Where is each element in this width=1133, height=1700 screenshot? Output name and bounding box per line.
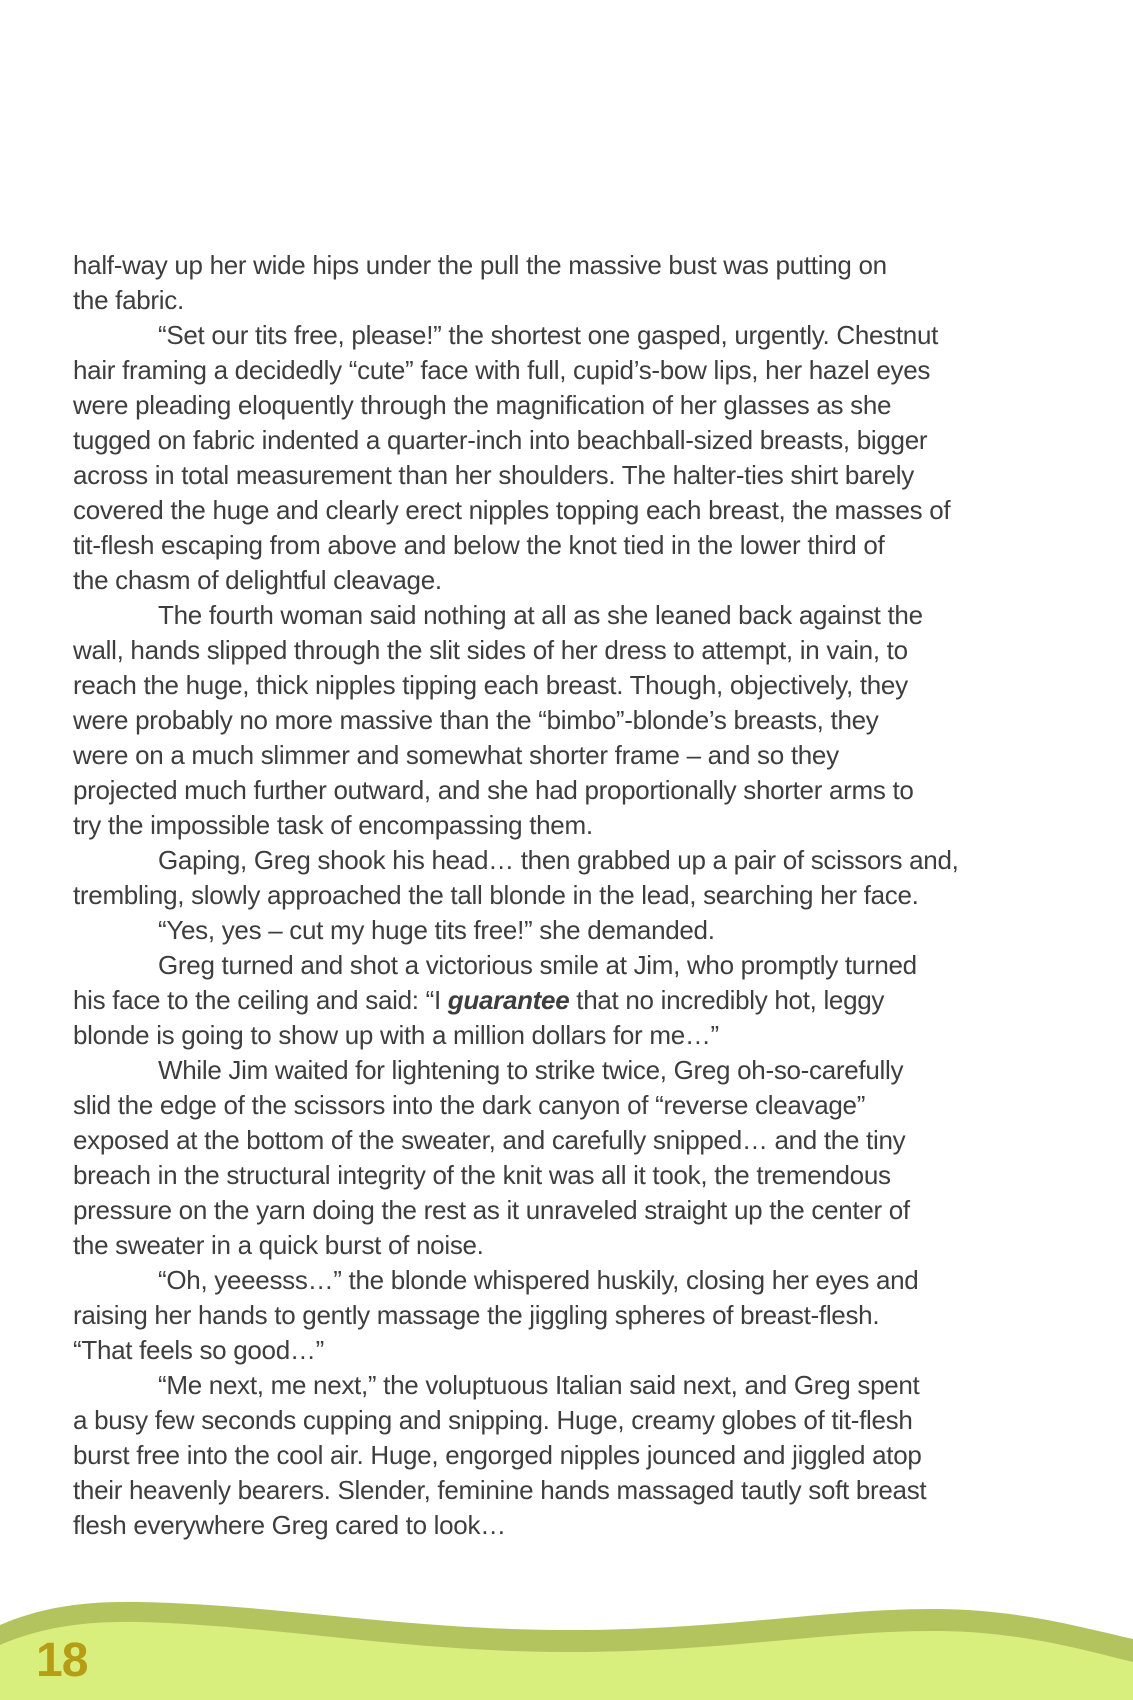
text-segment: flesh everywhere Greg cared to look…: [73, 1510, 506, 1540]
text-line: [73, 1053, 978, 1088]
text-line: [73, 703, 978, 738]
text-line: [73, 633, 978, 668]
text-segment: reach the huge, thick nipples tipping each breast. Though, objectively, they: [73, 670, 908, 700]
text-segment: slid the edge of the scissors into the dark canyon of “reverse cleavage”: [73, 1090, 866, 1120]
text-segment: were probably no more massive than the “bimbo”-blonde’s breasts, they: [73, 705, 879, 735]
text-segment: wall, hands slipped through the slit sides of her dress to attempt, in vain, to: [73, 635, 908, 665]
text-segment: their heavenly bearers. Slender, feminine hands massaged tautly soft breast: [73, 1475, 927, 1505]
text-segment: breach in the structural integrity of the knit was all it took, the tremendous: [73, 1160, 891, 1190]
text-segment: that no incredibly hot, leggy: [569, 985, 885, 1015]
text-line: [73, 1333, 978, 1368]
text-line: [73, 1368, 978, 1403]
text-segment: raising her hands to gently massage the jiggling spheres of breast-flesh.: [73, 1300, 880, 1330]
text-segment: were pleading eloquently through the magnification of her glasses as she: [73, 390, 892, 420]
text-line: [73, 458, 978, 493]
text-line: [73, 318, 978, 353]
text-segment: hair framing a decidedly “cute” face with full, cupid’s-bow lips, her hazel eyes: [73, 355, 931, 385]
text-segment: covered the huge and clearly erect nipples topping each breast, the masses of: [73, 495, 951, 525]
text-segment: The fourth woman said nothing at all as she leaned back against the: [158, 600, 923, 630]
text-segment: tugged on fabric indented a quarter-inch into beachball-sized breasts, bigger: [73, 425, 928, 455]
text-line: [73, 913, 978, 948]
text-line: [73, 1438, 978, 1473]
text-segment: “Oh, yeeesss…” the blonde whispered huskily, closing her eyes and: [158, 1265, 919, 1295]
emphasized-text: guarantee: [447, 985, 570, 1015]
page-footer: [0, 1575, 1133, 1700]
text-line: [73, 1473, 978, 1508]
text-line: [73, 1123, 978, 1158]
text-segment: across in total measurement than her shoulders. The halter-ties shirt barely: [73, 460, 914, 490]
text-line: [73, 283, 978, 318]
text-line: [73, 598, 978, 633]
text-segment: the sweater in a quick burst of noise.: [73, 1230, 484, 1260]
text-line: [73, 423, 978, 458]
text-segment: pressure on the yarn doing the rest as it unraveled straight up the center of: [73, 1195, 910, 1225]
text-line: [73, 948, 978, 983]
text-line: [73, 1018, 978, 1053]
text-segment: half-way up her wide hips under the pull the massive bust was putting on: [73, 250, 887, 280]
text-segment: burst free into the cool air. Huge, engorged nipples jounced and jiggled atop: [73, 1440, 922, 1470]
text-line: [73, 738, 978, 773]
text-segment: “That feels so good…”: [73, 1335, 324, 1365]
text-line: [73, 493, 978, 528]
text-line: [73, 1193, 978, 1228]
text-line: [73, 843, 978, 878]
text-segment: trembling, slowly approached the tall blonde in the lead, searching her face.: [73, 880, 919, 910]
text-line: [73, 983, 978, 1018]
text-segment: the chasm of delightful cleavage.: [73, 565, 442, 595]
text-line: [73, 1403, 978, 1438]
text-line: [73, 808, 978, 843]
text-segment: exposed at the bottom of the sweater, and carefully snipped… and the tiny: [73, 1125, 906, 1155]
text-segment: blonde is going to show up with a million dollars for me…”: [73, 1020, 719, 1050]
text-segment: a busy few seconds cupping and snipping. Huge, creamy globes of tit-flesh: [73, 1405, 913, 1435]
text-line: [73, 668, 978, 703]
text-line: [73, 1228, 978, 1263]
text-line: [73, 1158, 978, 1193]
footer-wave-graphic: [0, 1575, 1133, 1700]
text-segment: Gaping, Greg shook his head… then grabbed up a pair of scissors and,: [158, 845, 959, 875]
text-segment: projected much further outward, and she had proportionally shorter arms to: [73, 775, 914, 805]
text-line: [73, 1088, 978, 1123]
text-line: [73, 1263, 978, 1298]
text-line: [73, 353, 978, 388]
text-segment: “Yes, yes – cut my huge tits free!” she demanded.: [158, 915, 715, 945]
text-segment: were on a much slimmer and somewhat shorter frame – and so they: [73, 740, 839, 770]
text-line: [73, 248, 978, 283]
text-segment: “Me next, me next,” the voluptuous Italian said next, and Greg spent: [158, 1370, 920, 1400]
page-text: [73, 248, 978, 1543]
page-number: 18: [36, 1634, 88, 1687]
text-line: [73, 878, 978, 913]
text-segment: try the impossible task of encompassing them.: [73, 810, 593, 840]
text-segment: his face to the ceiling and said: “I: [73, 985, 448, 1015]
text-line: [73, 563, 978, 598]
text-line: [73, 528, 978, 563]
text-segment: “Set our tits free, please!” the shortest one gasped, urgently. Chestnut: [158, 320, 939, 350]
text-segment: Greg turned and shot a victorious smile at Jim, who promptly turned: [158, 950, 917, 980]
text-line: [73, 1508, 978, 1543]
text-line: [73, 773, 978, 808]
text-line: [73, 1298, 978, 1333]
text-segment: the fabric.: [73, 285, 184, 315]
text-segment: tit-flesh escaping from above and below the knot tied in the lower third of: [73, 530, 885, 560]
text-segment: While Jim waited for lightening to strike twice, Greg oh-so-carefully: [158, 1055, 904, 1085]
text-line: [73, 388, 978, 423]
